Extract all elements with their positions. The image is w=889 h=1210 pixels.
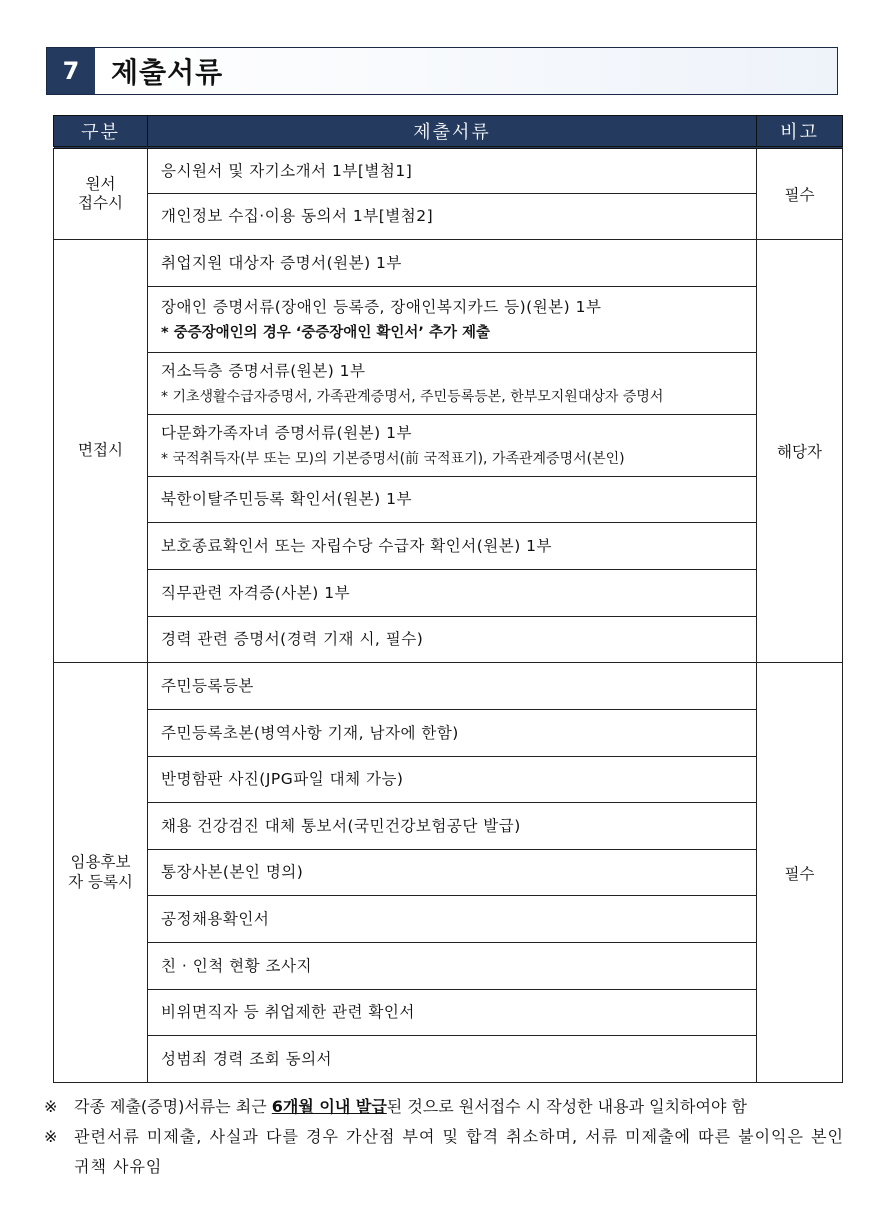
document-main: 친 · 인척 현황 조사지: [161, 956, 312, 975]
document-item: [148, 194, 757, 240]
document-item: [148, 148, 757, 194]
document-item: [148, 943, 757, 990]
table-row: [54, 523, 843, 570]
document-main: 성범죄 경력 조회 동의서: [161, 1049, 333, 1068]
documents-table: [53, 115, 843, 1083]
reference-mark: ※: [44, 1127, 58, 1146]
document-item: [148, 1036, 757, 1083]
category-line: 접수시: [78, 194, 123, 212]
document-item: [148, 990, 757, 1036]
note-cell: 필수: [757, 663, 843, 1083]
category-line: 면접시: [78, 441, 123, 460]
table-row: [54, 415, 843, 477]
header-documents: 제출서류: [148, 116, 757, 148]
document-sub: * 기초생활수급자증명서, 가족관계증명서, 주민등록등본, 한부모지원대상자 증명서: [161, 388, 664, 405]
document-item: [148, 570, 757, 617]
category-line: 임용후보: [70, 853, 131, 872]
table-row: [54, 663, 843, 710]
document-item: [148, 477, 757, 523]
section-number: 7: [47, 48, 95, 94]
table-row: [54, 710, 843, 757]
note-cell: 필수: [757, 148, 843, 240]
document-item: [148, 663, 757, 710]
section-header: [46, 47, 838, 95]
document-main: 비위면직자 등 취업제한 관련 확인서: [161, 1003, 415, 1022]
footnote-text-part: 된 것으로 원서접수 시 작성한 내용과 일치하여야 함: [386, 1097, 747, 1116]
footnote-1: [44, 1092, 844, 1122]
footnotes: [44, 1092, 844, 1182]
document-main: 주민등록등본: [161, 676, 254, 695]
document-main: 공정채용확인서: [161, 909, 270, 928]
table-row: [54, 803, 843, 850]
category-line: 자 등록시: [68, 872, 133, 891]
document-item: [148, 240, 757, 287]
document-item: [148, 415, 757, 477]
document-item: [148, 803, 757, 850]
table-row: [54, 287, 843, 353]
table-row: [54, 477, 843, 523]
footnote-text: 관련서류 미제출, 사실과 다를 경우 가산점 부여 및 합격 취소하며, 서류 미제출에 따른 불이익은 본인 귀책 사유임: [74, 1127, 844, 1176]
table-row: [54, 194, 843, 240]
table-row: [54, 570, 843, 617]
document-item: [148, 617, 757, 663]
document-main: 북한이탈주민등록 확인서(원본) 1부: [161, 490, 412, 509]
table-row: [54, 850, 843, 896]
document-main: 통장사본(본인 명의): [161, 863, 304, 882]
table-row: [54, 353, 843, 415]
document-sub: * 중증장애인의 경우 ‘중증장애인 확인서’ 추가 제출: [161, 325, 491, 342]
reference-mark: ※: [44, 1097, 58, 1116]
table-row: [54, 757, 843, 803]
category-cell: [54, 240, 148, 663]
category-cell: [54, 148, 148, 240]
table-row: [54, 148, 843, 194]
document-item: [148, 850, 757, 896]
category-cell: [54, 663, 148, 1083]
document-main: 취업지원 대상자 증명서(원본) 1부: [161, 253, 402, 272]
document-item: [148, 353, 757, 415]
footnote-2: [44, 1122, 844, 1182]
document-main: 장애인 증명서류(장애인 등록증, 장애인복지카드 등)(원본) 1부: [161, 297, 602, 316]
table-row: [54, 990, 843, 1036]
document-main: 보호종료확인서 또는 자립수당 수급자 확인서(원본) 1부: [161, 536, 552, 555]
document-main: 반명함판 사진(JPG파일 대체 가능): [161, 770, 404, 789]
document-item: [148, 710, 757, 757]
document-main: 주민등록초본(병역사항 기재, 남자에 한함): [161, 723, 459, 742]
category-line: 원서: [85, 174, 116, 193]
document-item: [148, 287, 757, 353]
table-row: [54, 896, 843, 943]
table-row: [54, 943, 843, 990]
document-main: 다문화가족자녀 증명서류(원본) 1부: [161, 424, 412, 443]
header-category: 구분: [54, 116, 148, 148]
document-main: 저소득층 증명서류(원본) 1부: [161, 362, 366, 381]
table-row: [54, 617, 843, 663]
table-row: [54, 1036, 843, 1083]
document-main: 개인정보 수집·이용 동의서 1부[별첨2]: [161, 207, 434, 226]
footnote-text-part: 각종 제출(증명)서류는 최근: [74, 1097, 272, 1116]
document-main: 직무관련 자격증(사본) 1부: [161, 583, 351, 602]
document-main: 응시원서 및 자기소개서 1부[별첨1]: [161, 161, 413, 180]
table-row: [54, 240, 843, 287]
note-cell: 해당자: [757, 240, 843, 663]
document-sub: * 국적취득자(부 또는 모)의 기본증명서(前 국적표기), 가족관계증명서(본인): [161, 450, 625, 467]
section-title: 제출서류: [95, 48, 837, 94]
footnote-text: [74, 1092, 844, 1122]
footnote-highlight: 6개월 이내 발급: [271, 1097, 387, 1116]
document-item: [148, 523, 757, 570]
header-note: 비고: [757, 116, 843, 148]
document-item: [148, 896, 757, 943]
document-main: 경력 관련 증명서(경력 기재 시, 필수): [161, 630, 424, 649]
document-item: [148, 757, 757, 803]
document-main: 채용 건강검진 대체 통보서(국민건강보험공단 발급): [161, 816, 521, 835]
